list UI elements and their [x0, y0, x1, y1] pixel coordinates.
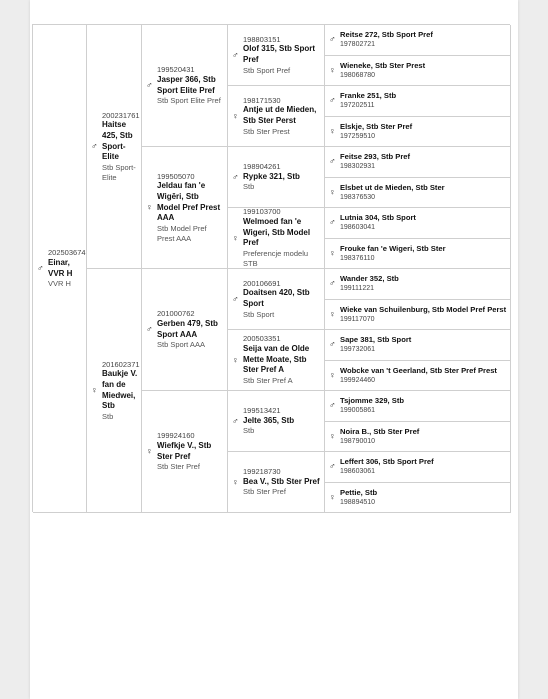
- male-icon: ♂: [146, 324, 153, 334]
- male-icon: ♂: [232, 171, 239, 182]
- horse-name[interactable]: Antje ut de Mieden, Stb Ster Perst: [243, 105, 317, 125]
- predicate: Stb Sport: [243, 309, 275, 319]
- horse-name[interactable]: Noira B., Stb Ster Pref: [340, 426, 420, 436]
- great-grandparent-cell[interactable]: [228, 208, 325, 269]
- female-icon: ♀: [146, 202, 153, 212]
- horse-name[interactable]: Seija van de Olde Mette Moate, Stb Ster Pref A: [243, 344, 310, 375]
- horse-name[interactable]: Haitse 425, Stb Sport-Elite: [102, 120, 133, 162]
- predicate: Preferencje modelu STB: [243, 248, 309, 268]
- great-grandparent-cell[interactable]: [228, 147, 325, 208]
- reg-number: 198376530: [340, 193, 376, 201]
- male-icon: ♂: [91, 141, 98, 151]
- reg-number: 198904261: [243, 161, 281, 171]
- reg-number: 199924460: [340, 376, 376, 384]
- reg-number: 202503674: [48, 248, 86, 258]
- reg-number: 199513421: [243, 405, 281, 415]
- horse-name[interactable]: Frouke fan 'e Wigeri, Stb Ster: [340, 243, 446, 253]
- predicate: Stb Ster Pref A: [243, 375, 293, 385]
- reg-number: 200231761: [102, 110, 140, 120]
- male-icon: ♂: [329, 34, 336, 45]
- reg-number: 199732061: [340, 346, 376, 354]
- predicate: Stb Sport Elite Pref: [157, 96, 221, 106]
- male-icon: ♂: [329, 278, 336, 289]
- pedigree-table: [32, 24, 510, 512]
- reg-number: 199117070: [340, 315, 375, 323]
- horse-name[interactable]: Tsjomme 329, Stb: [340, 396, 405, 406]
- ancestor-cell[interactable]: [325, 452, 511, 483]
- horse-name[interactable]: Pettie, Stb: [340, 487, 378, 497]
- female-icon: ♀: [329, 125, 336, 136]
- horse-name[interactable]: Wieke van Schuilenburg, Stb Model Pref Perst: [340, 304, 507, 314]
- horse-name[interactable]: Jelte 365, Stb: [243, 415, 295, 425]
- predicate: Stb Ster Pref: [243, 487, 286, 497]
- reg-number: 199103700: [243, 208, 281, 217]
- horse-name[interactable]: Wobcke van 't Geerland, Stb Ster Pref Prest: [340, 365, 497, 375]
- ancestor-cell[interactable]: [325, 56, 511, 87]
- female-icon: ♀: [232, 476, 239, 487]
- predicate: Stb Sport Pref: [243, 65, 291, 75]
- horse-name[interactable]: Elskje, Stb Ster Pref: [340, 121, 413, 131]
- horse-name[interactable]: Einar, VVR H: [48, 257, 73, 278]
- ancestor-cell[interactable]: [325, 239, 511, 270]
- reg-number: 197259510: [340, 132, 376, 140]
- horse-name[interactable]: Rypke 321, Stb: [243, 171, 300, 181]
- horse-name[interactable]: Jasper 366, Stb Sport Elite Pref: [157, 74, 216, 95]
- predicate: VVR H: [48, 279, 71, 289]
- reg-number: 197802721: [340, 41, 376, 49]
- grandsire-maternal-cell[interactable]: [142, 269, 228, 391]
- female-icon: ♀: [329, 308, 336, 319]
- reg-number: 198376110: [340, 254, 375, 262]
- predicate: Stb: [102, 411, 114, 421]
- horse-name[interactable]: Feitse 293, Stb Pref: [340, 152, 411, 162]
- female-icon: ♀: [329, 430, 336, 441]
- male-icon: ♂: [329, 217, 336, 228]
- female-icon: ♀: [329, 369, 336, 380]
- male-icon: ♂: [232, 293, 239, 304]
- horse-name[interactable]: Reitse 272, Stb Sport Pref: [340, 30, 433, 40]
- subject-cell[interactable]: [33, 25, 87, 513]
- predicate: Stb Sport AAA: [157, 340, 205, 350]
- great-grandparent-cell[interactable]: [228, 25, 325, 86]
- male-icon: ♂: [329, 400, 336, 411]
- male-icon: ♂: [232, 415, 239, 426]
- ancestor-cell[interactable]: [325, 300, 511, 331]
- reg-number: 199005861: [340, 407, 376, 415]
- horse-name[interactable]: Wieneke, Stb Ster Prest: [340, 60, 426, 70]
- great-grandparent-cell[interactable]: [228, 452, 325, 513]
- ancestor-cell[interactable]: [325, 178, 511, 209]
- granddam-paternal-cell[interactable]: [142, 147, 228, 269]
- predicate: Stb: [243, 182, 255, 192]
- reg-number: 199505070: [157, 171, 195, 181]
- horse-name[interactable]: Doaitsen 420, Stb Sport: [243, 288, 310, 308]
- horse-name[interactable]: Wiefkje V., Stb Ster Pref: [157, 440, 212, 461]
- male-icon: ♂: [37, 263, 44, 273]
- horse-name[interactable]: Sape 381, Stb Sport: [340, 335, 412, 345]
- female-icon: ♀: [146, 446, 153, 456]
- horse-name[interactable]: Bea V., Stb Ster Pref: [243, 476, 320, 486]
- reg-number: 201000762: [157, 309, 195, 319]
- horse-name[interactable]: Jeldau fan 'e Wigēri, Stb Model Pref Prest AAA: [157, 181, 221, 223]
- horse-name[interactable]: Elsbet ut de Mieden, Stb Ster: [340, 182, 445, 192]
- reg-number: 198803151: [243, 34, 281, 44]
- reg-number: 198068780: [340, 71, 376, 79]
- female-icon: ♀: [329, 64, 336, 75]
- male-icon: ♂: [329, 156, 336, 167]
- reg-number: 198603041: [340, 224, 376, 232]
- reg-number: 199520431: [157, 65, 195, 75]
- great-grandparent-cell[interactable]: [228, 391, 325, 452]
- ancestor-cell[interactable]: [325, 330, 511, 361]
- great-grandparent-cell[interactable]: [228, 86, 325, 147]
- female-icon: ♀: [232, 354, 239, 365]
- predicate: Stb: [243, 426, 255, 436]
- male-icon: ♂: [329, 461, 336, 472]
- ancestor-cell[interactable]: [325, 483, 511, 514]
- ancestor-cell[interactable]: [325, 361, 511, 392]
- reg-number: 199218730: [243, 466, 281, 476]
- great-grandparent-cell[interactable]: [228, 330, 325, 391]
- ancestor-cell[interactable]: [325, 86, 511, 117]
- reg-number: 200503351: [243, 334, 281, 344]
- female-icon: ♀: [329, 186, 336, 197]
- sire-cell[interactable]: [87, 25, 142, 269]
- male-icon: ♂: [146, 80, 153, 90]
- female-icon: ♀: [91, 385, 98, 395]
- grandsire-paternal-cell[interactable]: [142, 25, 228, 147]
- female-icon: ♀: [232, 110, 239, 121]
- great-grandparent-cell[interactable]: [228, 269, 325, 330]
- horse-name[interactable]: Leffert 306, Stb Sport Pref: [340, 457, 434, 467]
- predicate: Stb Ster Prest: [243, 126, 290, 136]
- horse-name[interactable]: Welmoed fan 'e Wigeri, Stb Model Pref: [243, 217, 311, 248]
- ancestor-cell[interactable]: [325, 147, 511, 178]
- reg-number: 200106691: [243, 278, 281, 288]
- horse-name[interactable]: Lutnia 304, Stb Sport: [340, 213, 416, 223]
- predicate: Stb Model Pref Prest AAA: [157, 223, 207, 243]
- predicate: Stb Ster Pref: [157, 462, 200, 472]
- predicate: Stb Sport-Elite: [102, 162, 136, 182]
- horse-name[interactable]: Franke 251, Stb: [340, 91, 397, 101]
- dam-cell[interactable]: [87, 269, 142, 513]
- horse-name[interactable]: Baukje V. fan de Miedwei, Stb: [102, 369, 138, 411]
- ancestor-cell[interactable]: [325, 117, 511, 148]
- reg-number: 199111221: [340, 285, 374, 293]
- ancestor-cell[interactable]: [325, 269, 511, 300]
- ancestor-cell[interactable]: [325, 208, 511, 239]
- horse-name[interactable]: Gerben 479, Stb Sport AAA: [157, 318, 218, 339]
- reg-number: 197202511: [340, 102, 375, 110]
- reg-number: 199924160: [157, 431, 195, 441]
- ancestor-cell[interactable]: [325, 422, 511, 453]
- ancestor-cell[interactable]: [325, 391, 511, 422]
- male-icon: ♂: [329, 339, 336, 350]
- male-icon: ♂: [329, 95, 336, 106]
- granddam-maternal-cell[interactable]: [142, 391, 228, 513]
- female-icon: ♀: [329, 491, 336, 502]
- horse-name[interactable]: Olof 315, Stb Sport Pref: [243, 44, 316, 64]
- reg-number: 198790010: [340, 437, 376, 445]
- reg-number: 198302931: [340, 163, 376, 171]
- reg-number: 198171530: [243, 95, 281, 105]
- female-icon: ♀: [329, 247, 336, 258]
- reg-number: 198894510: [340, 498, 376, 506]
- female-icon: ♀: [232, 232, 239, 243]
- ancestor-cell[interactable]: [325, 25, 511, 56]
- reg-number: 201602371: [102, 359, 140, 369]
- male-icon: ♂: [232, 49, 239, 60]
- reg-number: 198603061: [340, 468, 376, 476]
- horse-name[interactable]: Wander 352, Stb: [340, 274, 399, 284]
